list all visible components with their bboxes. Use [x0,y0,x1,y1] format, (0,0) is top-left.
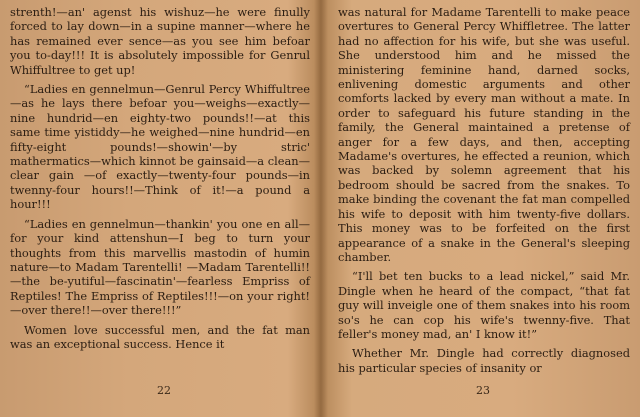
left-page-number: 22 [157,384,171,397]
right-paragraph-1: was natural for Madame Tarentelli to make peace overtures to General Percy Whiffletree. The latter had no affection for his wife, but she was useful. She understood him and he missed the ministering feminine hand, darned socks, enlivening domestic arguments and other comforts lacked by every man without a mate. In order to safeguard his future standing in the family, the General maintained a pretense of anger for a few days, and then, accepting Madame's overtures, he effected a reunion, which was backed by solemn agreement that his bedroom should be sacred from the snakes. To make binding the covenant the fat man compelled his wife to deposit with him twenty-five dollars. This money was to be forfeited on the first appearance of a snake in the General's sleeping chamber. [338,5,630,264]
left-paragraph-3: “Ladies en gennelmun—thankin' you one en all—for your kind attenshun—I beg to turn your thoughts from this marvellis mastodin of humin nature—to Madam Tarentelli! —Madam Tarentelli!!—the be-yutiful—fascinatin'—fearless Empriss of Reptiles! The Empriss of Reptiles!!!—on your right!—over there!!—over there!!!” [10,216,310,318]
right-page-number: 23 [476,384,490,397]
right-paragraph-3: Whether Mr. Dingle had correctly diagnosed his particular species of insanity or [338,346,630,375]
right-paragraph-2: “I'll bet ten bucks to a lead nickel,” said Mr. Dingle when he heard of the compact, “that fat guy will inveigle one of them snakes into his room so's he can cop his wife's twenny-five. That feller's money mad, an' I know it!” [338,269,630,341]
left-page-text [10,5,310,351]
left-paragraph-1: strenth!—an' agenst his wishuz—he were finully forced to lay down—in a supine manner—where he has remained ever sence—as you see him befoar you to-day!!! It is absolutely impossible for Genrul Whiffultree to get up! [10,5,310,77]
left-page [0,0,318,417]
right-page-text [338,5,630,375]
left-paragraph-4: Women love successful men, and the fat man was an exceptional success. Hence it [10,322,310,351]
left-paragraph-2: “Ladies en gennelmun—Genrul Percy Whiffultree—as he lays there befoar you—weighs—exactly—nine hundrid—en eighty-two pounds!!—at this same time yistiddy—he weighed—nine hundrid—en fifty-eight pounds!—showin'—by stric' mathermatics—which kinnot be gainsaid—a clean—clear gain —of exactly—twenty-four pounds—in twenny-four hours!!—Think of it!—a pound a hour!!! [10,82,310,212]
right-page [326,0,640,417]
